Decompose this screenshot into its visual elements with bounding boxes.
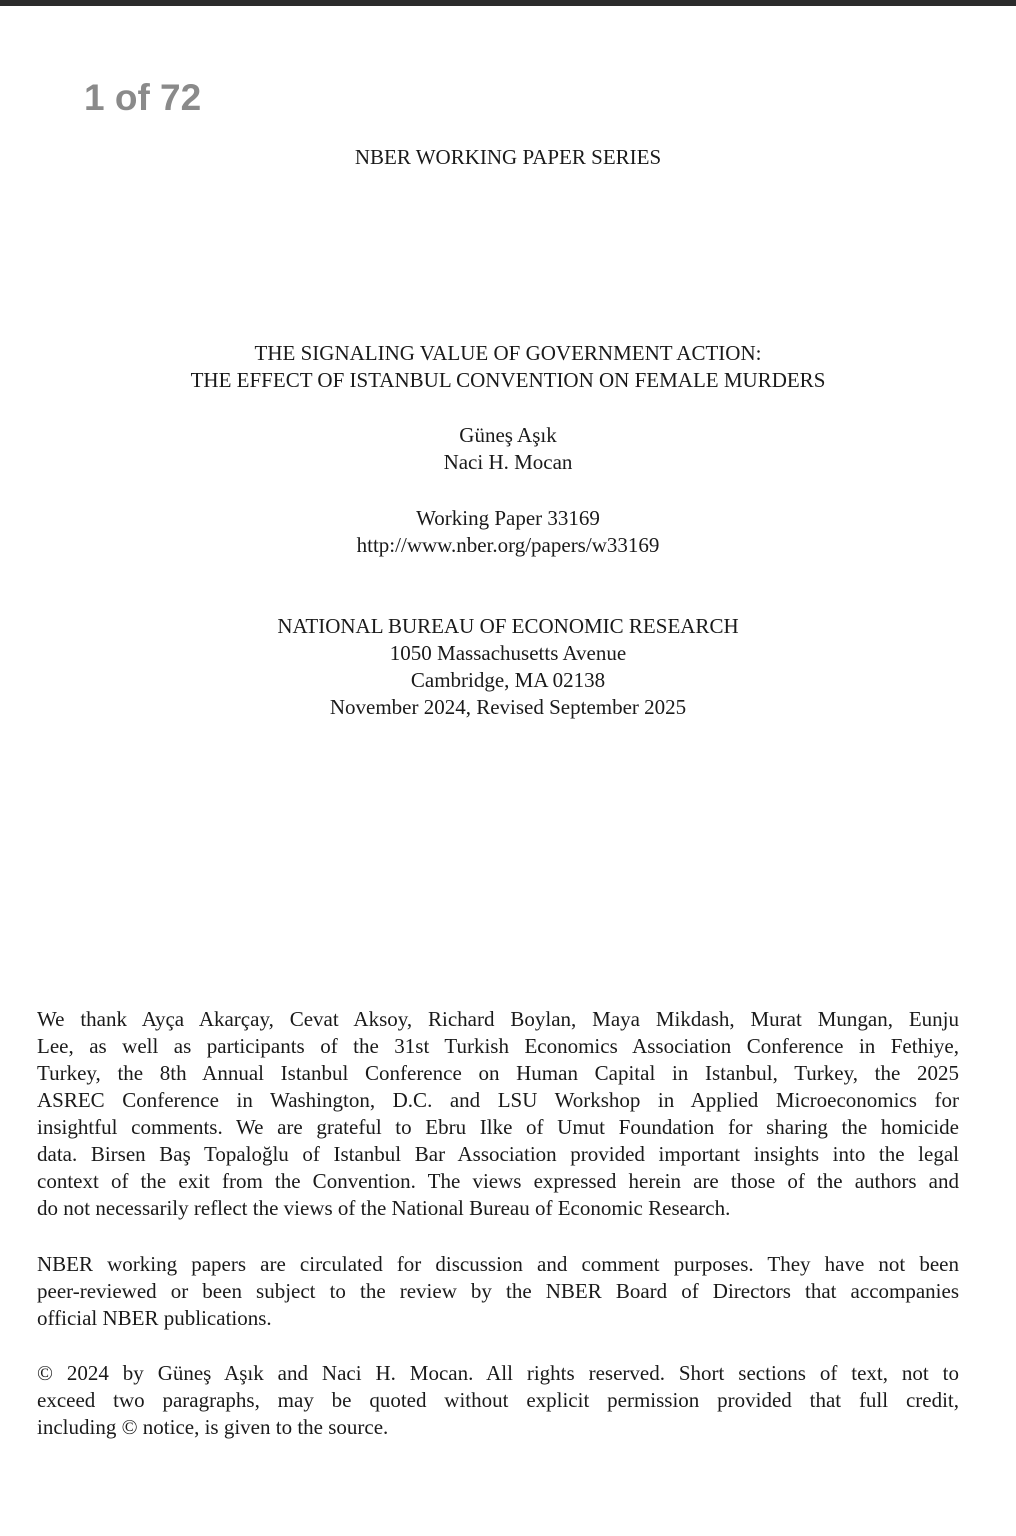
top-status-bar (0, 0, 1016, 6)
series-heading (0, 144, 1016, 171)
author-name: Naci H. Mocan (443, 450, 573, 474)
paper-title (0, 340, 1016, 394)
paragraph-line: data. Birsen Baş Topaloğlu of Istanbul Bar Association provided important insights into the legal (37, 1142, 959, 1166)
paragraph-line: peer-reviewed or been subject to the review by the NBER Board of Directors that accompanies (37, 1279, 959, 1303)
paragraph-line: We thank Ayça Akarçay, Cevat Aksoy, Richard Boylan, Maya Mikdash, Murat Mungan, Eunju (37, 1007, 959, 1031)
paragraph-line: context of the exit from the Convention. The views expressed herein are those of the authors and (37, 1169, 959, 1193)
series-text: NBER WORKING PAPER SERIES (354, 145, 662, 169)
paragraph-line: ASREC Conference in Washington, D.C. and LSU Workshop in Applied Microeconomics for (37, 1088, 959, 1112)
publication-date: November 2024, Revised September 2025 (329, 695, 687, 719)
title-line-1: THE SIGNALING VALUE OF GOVERNMENT ACTION: (254, 341, 762, 365)
working-paper-info (0, 505, 1016, 559)
acknowledgment-paragraph (37, 1006, 959, 1222)
authors (0, 422, 1016, 476)
paragraph-line: insightful comments. We are grateful to Ebru Ilke of Umut Foundation for sharing the homicide (37, 1115, 959, 1139)
address-line-2: Cambridge, MA 02138 (410, 668, 606, 692)
paragraph-line: Lee, as well as participants of the 31st Turkish Economics Association Conference in Fethiye, (37, 1034, 959, 1058)
page-counter: 1 of 72 (84, 77, 202, 118)
paragraph-line: NBER working papers are circulated for discussion and comment purposes. They have not been (37, 1252, 959, 1276)
paragraph-line: do not necessarily reflect the views of the National Bureau of Economic Research. (37, 1196, 731, 1220)
organization-info (0, 613, 1016, 721)
title-line-2: THE EFFECT OF ISTANBUL CONVENTION ON FEMALE MURDERS (190, 368, 826, 392)
address-line-1: 1050 Massachusetts Avenue (389, 641, 627, 665)
copyright-paragraph (37, 1360, 959, 1441)
paper-url[interactable]: http://www.nber.org/papers/w33169 (356, 533, 660, 557)
paragraph-line: Turkey, the 8th Annual Istanbul Conference on Human Capital in Istanbul, Turkey, the 2025 (37, 1061, 959, 1085)
author-name: Güneş Aşık (459, 423, 557, 447)
organization-name: NATIONAL BUREAU OF ECONOMIC RESEARCH (277, 614, 739, 638)
paragraph-line: including © notice, is given to the source. (37, 1415, 389, 1439)
disclaimer-paragraph (37, 1251, 959, 1332)
paragraph-line: exceed two paragraphs, may be quoted without explicit permission provided that full credit, (37, 1388, 959, 1412)
paragraph-line: official NBER publications. (37, 1306, 272, 1330)
working-paper-number: Working Paper 33169 (416, 506, 600, 530)
paragraph-line: © 2024 by Güneş Aşık and Naci H. Mocan. All rights reserved. Short sections of text, not to (37, 1361, 959, 1385)
